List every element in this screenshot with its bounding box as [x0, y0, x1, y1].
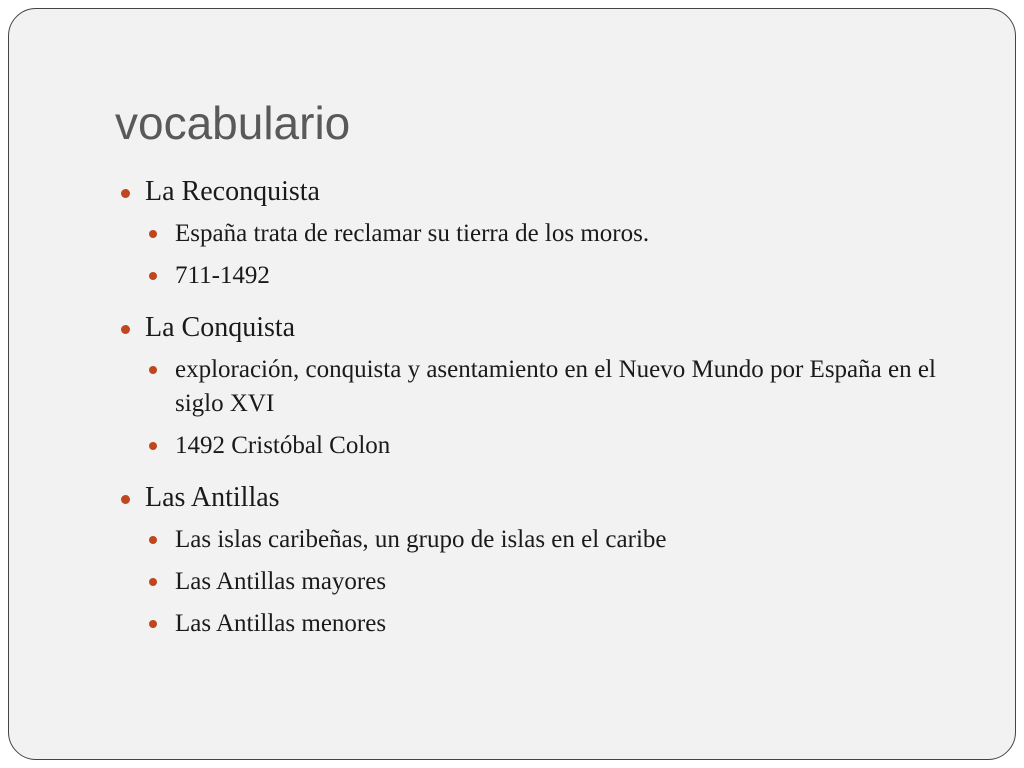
bullet-dot-icon: [149, 272, 157, 280]
bullet-text: Las Antillas: [145, 482, 280, 513]
bullet-dot-icon: [149, 442, 157, 450]
slide-content: [117, 175, 977, 641]
sub-bullet-item: [147, 523, 977, 557]
bullet-dot-icon: [149, 366, 157, 374]
sub-bullet-text: 711-1492: [175, 262, 270, 289]
sub-bullet-item: [147, 353, 977, 421]
sub-bullet-item: [147, 565, 977, 599]
sub-bullet-text: Las Antillas mayores: [175, 568, 387, 595]
sub-bullet-item: [147, 607, 977, 641]
sub-list: [117, 523, 977, 641]
sub-bullet-item: [147, 429, 977, 463]
bullet-dot-icon: [149, 578, 157, 586]
bullet-dot-icon: [149, 536, 157, 544]
bullet-item-las-antillas: [117, 481, 977, 515]
sub-bullet-text: Las islas caribeñas, un grupo de islas en el caribe: [175, 526, 667, 553]
sub-list: [117, 217, 977, 293]
sub-bullet-item: [147, 217, 977, 251]
bullet-dot-icon: [149, 620, 157, 628]
bullet-dot-icon: [149, 230, 157, 238]
bullet-text: La Conquista: [145, 312, 296, 343]
sub-bullet-text: 1492 Cristóbal Colon: [175, 432, 391, 459]
bullet-dot-icon: [121, 189, 130, 198]
bullet-text: La Reconquista: [145, 176, 320, 207]
bullet-item-la-reconquista: [117, 175, 977, 209]
sub-bullet-text: exploración, conquista y asentamiento en el Nuevo Mundo por España en el siglo XVI: [175, 356, 936, 417]
bullet-item-la-conquista: [117, 311, 977, 345]
sub-bullet-item: [147, 259, 977, 293]
slide-title: vocabulario: [115, 97, 351, 149]
bullet-dot-icon: [121, 495, 130, 504]
sub-bullet-text: Las Antillas menores: [175, 610, 387, 637]
bullet-dot-icon: [121, 325, 130, 334]
sub-list: [117, 353, 977, 463]
slide: [8, 8, 1016, 760]
sub-bullet-text: España trata de reclamar su tierra de los moros.: [175, 220, 650, 247]
